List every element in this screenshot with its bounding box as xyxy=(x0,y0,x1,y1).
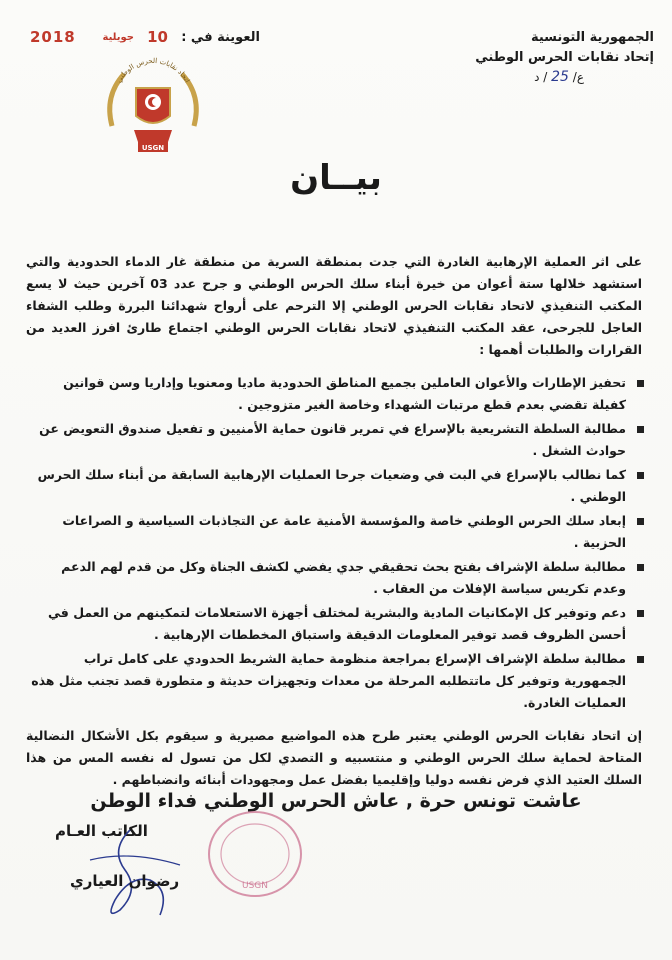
reference-suffix: / د xyxy=(534,70,548,84)
demand-text: مطالبة سلطة الإشراف الإسراع بمراجعة منظومة حماية الشريط الحدودي على كامل تراب الجمهورية وتوفير كل ماتتطلبه المرحلة من معدات وتجهيزات حديثة و متطورة قصد تجنب مثل هذه العمليات الغادرة. xyxy=(31,651,626,710)
bullet-square-icon xyxy=(637,472,644,479)
bullet-square-icon xyxy=(637,610,644,617)
logo-abbr: USGN xyxy=(141,144,165,152)
demand-text: كما نطالب بالإسراع في البت في وضعيات جرحا العمليات الإرهابية السابقة من أبناء سلك الحرس الوطني . xyxy=(37,467,626,504)
closing-paragraph: إن اتحاد نقابات الحرس الوطني يعتبر طرح هذه المواضيع مصيرية و سيقوم بكل الأشكال النضالية المتاحة لحماية سلك الحرس الوطني و منتسبيه و التصدي لكل من تسول له نفسه المس من هذا السلك العتيد الذي فرض نفسه دوليا وإقليميا بفضل عمل ومجهودات أبنائه وانضباطهم . xyxy=(26,727,642,787)
bullet-square-icon xyxy=(637,426,644,433)
place-date xyxy=(30,28,260,52)
reference-prefix: ع xyxy=(576,70,584,84)
demand-text: تحفيز الإطارات والأعوان العاملين بجميع المناطق الحدودية ماديا ومعنويا وإداريا وسن قوانين كفيلة تقضي بعدم قطع مرتبات الشهداء وخاصة الغير متزوجين . xyxy=(63,375,626,412)
reference-number: ع/ 25 / د xyxy=(534,69,584,85)
organization-name: إتحاد نقابات الحرس الوطني xyxy=(475,50,654,65)
bullet-square-icon xyxy=(637,380,644,387)
bullet-square-icon xyxy=(637,564,644,571)
country-name: الجمهورية التونسية xyxy=(530,30,654,45)
demand-text: مطالبة السلطة التشريعية بالإسراع في تمرير قانون حماية الأمنيين و تفعيل صندوق التعويض عن حوادث الشغل . xyxy=(39,421,626,458)
union-logo xyxy=(98,56,208,161)
official-stamp xyxy=(205,808,305,900)
list-item xyxy=(26,372,646,416)
demand-text: إبعاد سلك الحرس الوطني خاصة والمؤسسة الأمنية عامة عن التجاذبات السياسية و الصراعات الحزبية . xyxy=(62,513,626,550)
date-day: 10 xyxy=(147,28,168,46)
letterhead xyxy=(424,28,654,86)
logo-ribbon xyxy=(134,130,172,142)
list-item xyxy=(26,464,646,508)
date-month: جويلية xyxy=(102,32,134,43)
list-item xyxy=(26,648,646,714)
demand-text: دعم وتوفير كل الإمكانيات المادية والبشرية لمختلف أجهزة الاستعلامات لتمكينهم من العمل في أحسن الظروف قصد توفير المعلومات الدقيقة واستباق المخططات الإرهابية . xyxy=(48,605,626,642)
bullet-square-icon xyxy=(637,656,644,663)
stamp-text: USGN xyxy=(241,881,269,891)
list-item xyxy=(26,510,646,554)
list-item xyxy=(26,556,646,600)
document-title: بيــان xyxy=(290,158,382,198)
logo-flag-circle xyxy=(145,94,161,110)
date-year: 2018 xyxy=(30,28,76,46)
list-item xyxy=(26,602,646,646)
reference-value: 25 xyxy=(551,69,569,85)
logo-arc-text: اتحاد نقابات الحرس الوطني xyxy=(114,56,192,85)
demand-text: مطالبة سلطة الإشراف بفتح بحث تحقيقي جدي يفضي لكشف الجناة وكل من قدم لهم الدعم وعدم تكريس سياسة الإفلات من العقاب . xyxy=(61,559,626,596)
signatory-name: رضوان العياري xyxy=(70,872,180,890)
date-label: العوينة في : xyxy=(181,30,260,45)
intro-paragraph: على اثر العملية الإرهابية الغادرة التي جدت بمنطقة السرية من منطقة غار الدماء الحدودية والتي استشهد خلالها ستة أعوان من خيرة أبناء سلك الحرس الوطني و جرح عدد 03 آخرين حيث لا يسع المكتب التنفيذي لاتحاد نقابات الحرس الوطني إلا الترحم على أرواح شهدائنا البررة وطلب الشفاء العاجل للجرحى، عقد المكتب التنفيذي لاتحاد نقابات الحرس الوطني اجتماع طارئ افرز العديد من القرارات والطلبات أهمها : xyxy=(26,253,642,357)
bullet-square-icon xyxy=(637,518,644,525)
list-item xyxy=(26,418,646,462)
slogan: عاشت تونس حرة , عاش الحرس الوطني فداء الوطن xyxy=(90,790,582,812)
signatory-title: الكاتب العـام xyxy=(55,822,148,840)
demands-list xyxy=(26,372,646,716)
